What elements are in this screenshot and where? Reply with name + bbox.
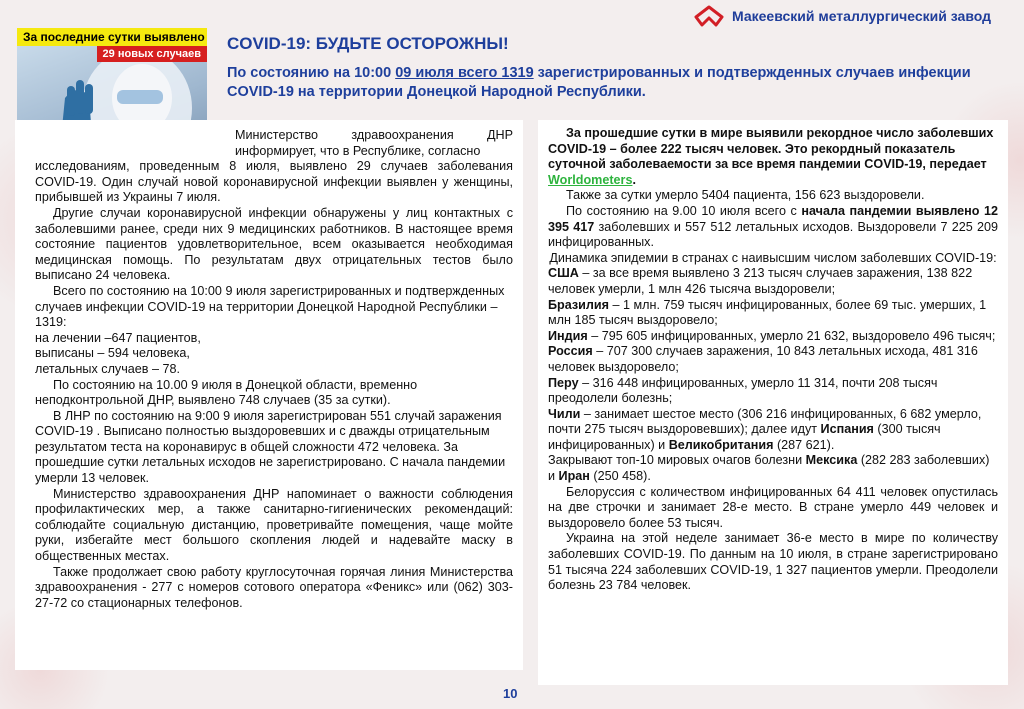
paragraph: Всего по состоянию на 10:00 9 июля зарегистрированных и подтвержденных случаев инфекции COVID-19 на территории Донецкой Народной Республики –1319: [35,283,505,330]
company-logo-icon [694,5,724,27]
country-name: Иран [558,469,590,484]
stat-line: выписаны – 594 человека, [35,346,190,361]
subtitle-part2: зарегистрированных и подтвержденных случаев инфекции COVID-19 на территории Донецкой Народной Республики. [227,65,971,100]
country-name: Россия [548,344,593,359]
country-name: Чили [548,406,581,421]
lead-text: За прошедшие сутки в мире выявили рекордное число заболевших COVID-19 – более 222 тысяч человек. Это рекордный показатель суточной заболеваемости за все время пандемии COVID-19, передает [548,126,994,172]
paragraph: Белоруссия с количеством инфицированных 64 411 человек опустилась на две строчки и занимает 28-е место. В стране умерло 449 человек и выздоровело более 53 тысяч. [548,484,998,530]
p2-start: По состоянию на 9.00 10 июля всего с [566,203,802,218]
hero-new-cases-badge: 29 новых случаев [97,46,207,62]
paragraph: В ЛНР по состоянию на 9:00 9 июля зарегистрирован 551 случай заражения COVID-19 . Выписано полностью выздоровевших и с дважды отрицательным результатом теста на коронавирус в общей сложности 472 человека. За прошедшие сутки летальных исходов не зарегистрировано. С начала пандемии умерли 13 человек. [35,408,506,486]
right-column [538,120,1008,685]
header-brand [694,5,991,27]
paragraph: исследованиям, проведенным 8 июля, выявлено 29 случаев заболевания COVID-19. Один случай новой коронавирусной инфекции выявлен у женщины, прибывшей из Украины 7 июля. [35,159,513,205]
country-stats: – занимает шестое место (306 216 инфицированных, 6 682 умерло, почти 275 тысяч выздоровевших); далее идут [548,406,982,437]
top10-text: Закрывают топ-10 мировых очагов болезни [548,453,806,468]
paragraph: По состоянию на 10.00 9 июля в Донецкой области, временно неподконтрольной ДНР, выявлено 748 случаев (35 за сутки). [35,377,418,408]
p2-bold: начала пандемии выявлено 12 395 417 [548,203,999,234]
lead-end: . [632,172,636,187]
top10-item [548,453,998,484]
left-column [15,120,523,670]
country-item [548,376,998,407]
page-number: 10 [503,686,518,701]
country-item [548,344,998,375]
stat-line: на лечении –647 пациентов, [35,330,201,345]
paragraph: Другие случаи коронавирусной инфекции обнаружены у лиц контактных с заболевшими ранее, среди них 9 медицинских работников. В настоящее время состояние пациентов удовлетворительное, всем оказывается необходимая медицинская помощь. По результатам двух отрицательных тестов было выписано 24 человека. [35,205,513,283]
paragraph [548,204,998,251]
country-name: Великобритания [668,437,774,452]
top10-text: (250 458). [589,469,651,484]
paragraph: Также продолжает свою работу круглосуточная горячая линия Министерства здравоохранения - 277 с номеров сотового оператора «Феникс» или (062) 303-27-72 со стационарных телефонов. [35,564,513,610]
country-name: Мексика [805,453,858,468]
worldometers-link[interactable]: Worldometers [548,172,633,187]
hero-banner-text: За последние сутки выявлено [17,28,207,46]
country-stats: (287 621). [773,437,835,452]
page-title: COVID-19: БУДЬТЕ ОСТОРОЖНЫ! [227,34,509,53]
country-name: Перу [548,375,579,390]
paragraph: Также за сутки умерло 5404 пациента, 156 623 выздоровели. [566,188,925,203]
paragraph: Министерство здравоохранения ДНР напоминает о важности соблюдения профилактических мер, а также санитарно-гигиенических рекомендаций: соблюдайте социальную дистанцию, проветривайте помещения, чаще мойте руки, избегайте мест большого скопления людей и надевайте маску в общественных местах. [35,486,513,564]
company-name: Макеевский металлургический завод [732,8,992,24]
page-subtitle [227,64,987,102]
country-stats: (300 тысяч инфицированных) и [548,422,941,452]
country-name: Испания [820,422,874,437]
paragraph: Украина на этой неделе занимает 36-е место в мире по количеству заболевших COVID-19. По данным на 10 июля, в стране зарегистрировано 51 тысяча 224 заболевших COVID-19, 1 327 пациентов умерли. Преодолели болезнь 23 784 человек. [548,531,998,593]
top10-text: (282 283 заболевших) и [548,453,990,484]
country-stats: – 707 300 случаев заражения, 10 843 летальных исхода, 481 316 человек выздоровело; [548,344,978,374]
country-name: Бразилия [548,297,609,312]
country-name: Индия [548,328,588,343]
country-item [548,298,998,329]
subtitle-part1: По состоянию на 10:00 [227,65,396,81]
lead-paragraph [548,126,998,188]
country-item [548,329,998,345]
country-item [548,266,998,297]
p2-end: заболевших и 557 512 летальных исходов. Выздоровели 7 225 209 инфицированных. [548,219,999,250]
subtitle-date: 09 июля всего 1319 [395,65,534,81]
country-stats: – за все время выявлено 3 213 тысяч случаев заражения, 138 822 человек умерли, 1 млн 426 тысяча выздоровели; [548,266,973,296]
country-stats: – 316 448 инфицированных, умерло 11 314, почти 208 тысяч преодолели болезнь; [548,375,938,406]
country-item [548,407,998,454]
country-stats: – 795 605 инфицированных, умерло 21 632, выздоровело 496 тысяч; [587,328,996,343]
country-name: США [548,266,579,281]
paragraph: Министерство здравоохранения ДНР информирует, что в Республике, согласно [235,128,513,158]
stat-line: летальных случаев – 78. [35,361,180,376]
country-stats: – 1 млн. 759 тысяч инфицированных, более 69 тыс. умерших, 1 млн 185 тысяч выздоровело; [548,297,987,328]
dynamics-heading: Динамика эпидемии в странах с наивысшим числом заболевших COVID-19: [549,250,997,265]
